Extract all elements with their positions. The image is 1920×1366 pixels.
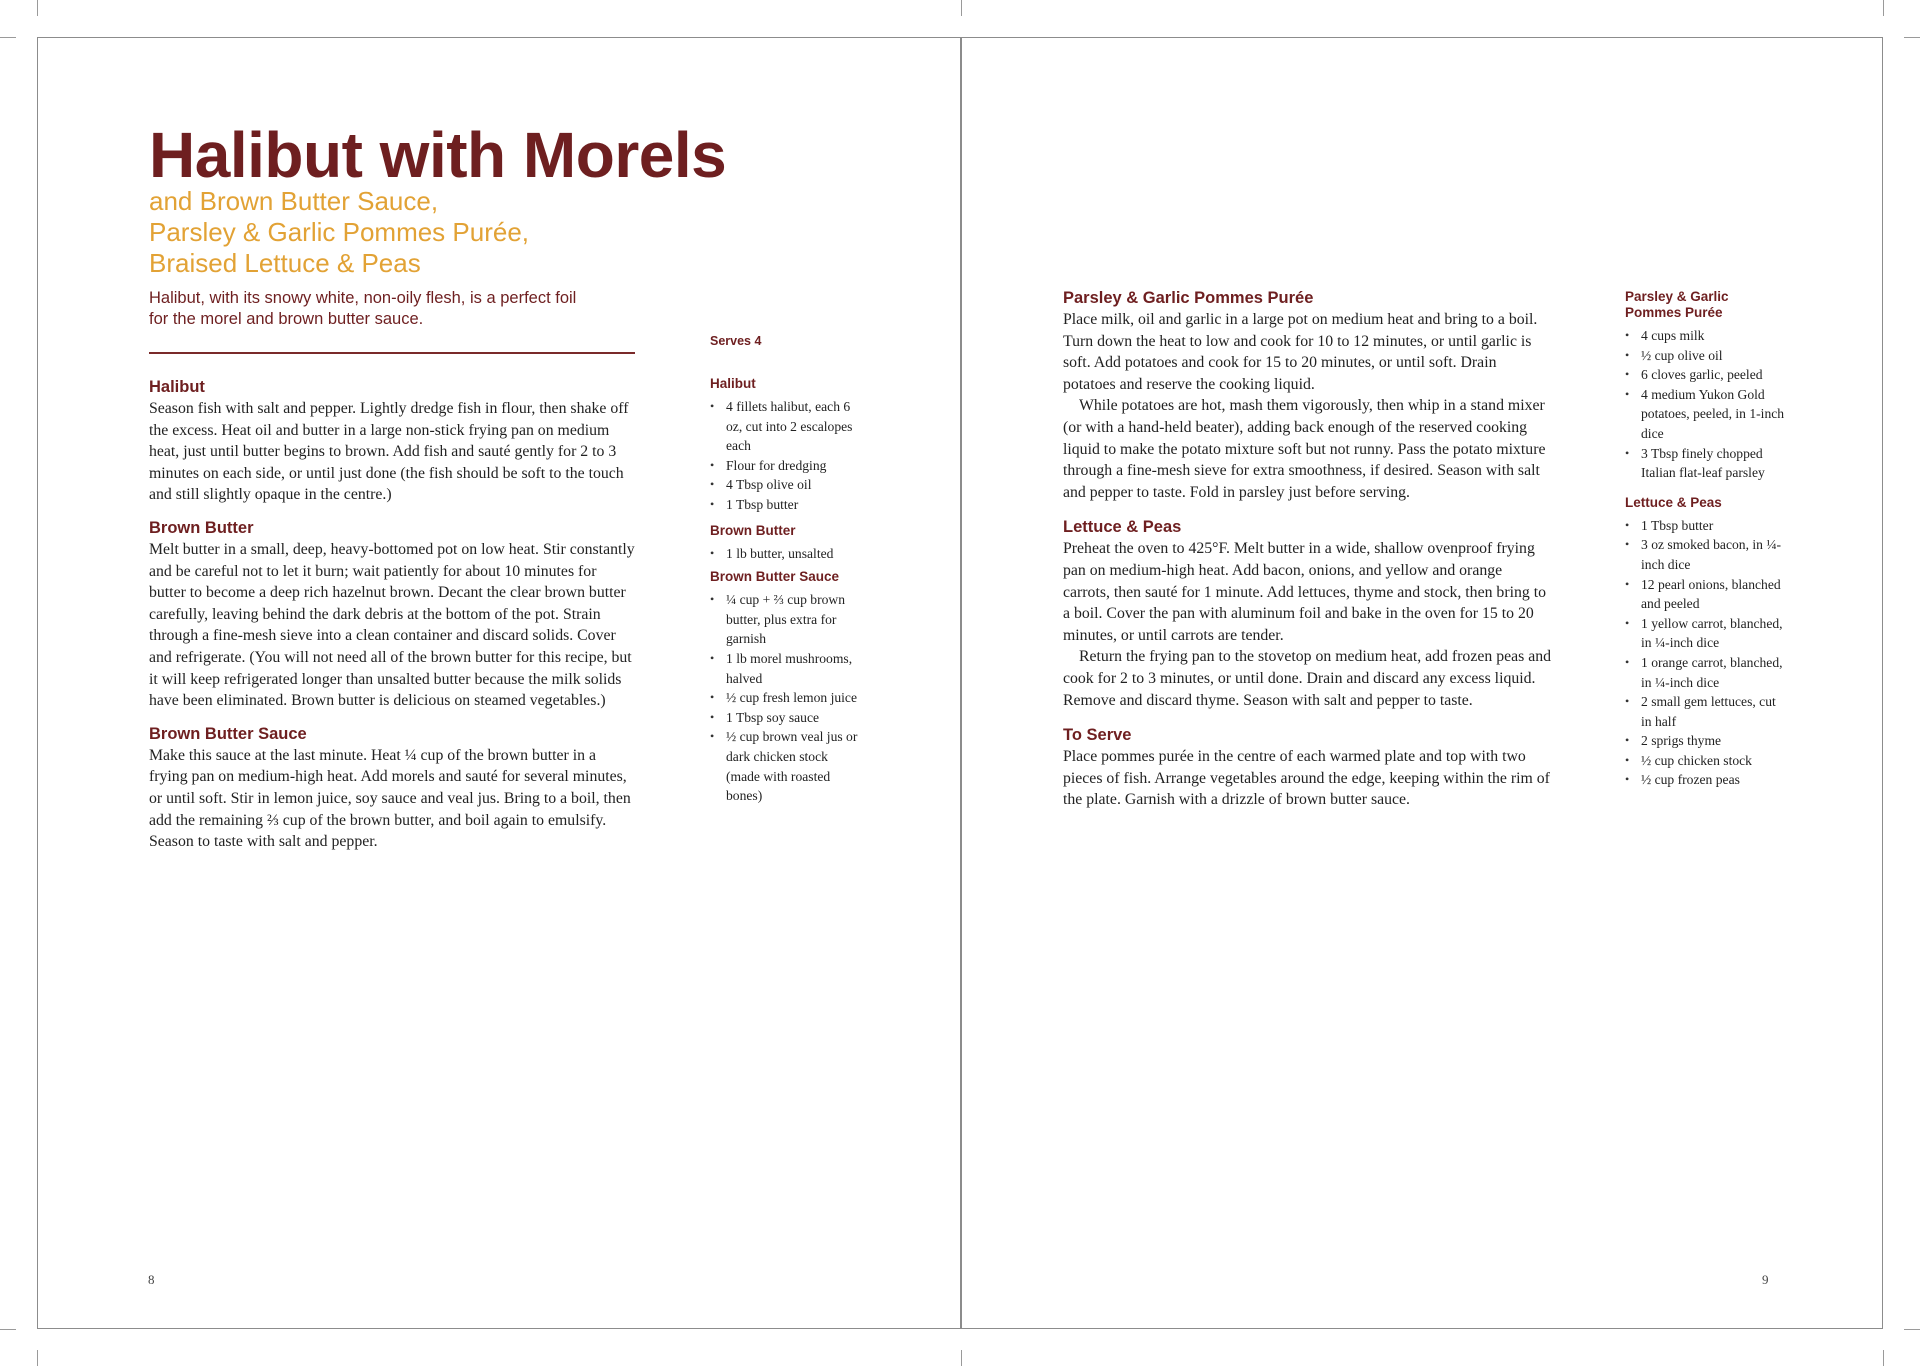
crop-mark [961, 1350, 962, 1366]
section-heading: Brown Butter [149, 518, 254, 537]
title-divider [149, 352, 635, 354]
section-heading: Brown Butter Sauce [149, 724, 307, 743]
section-paragraph: While potatoes are hot, mash them vigorously, then whip in a stand mixer (or with a hand-held beater), adding back enough of the reserved cooking liquid to make the potato mixture soft but not runny. Pass the potato mixture through a fine-mesh sieve for extra smoothness, if desired. Season with salt and pepper to taste. Fold in parsley just before serving. [1063, 397, 1546, 501]
section-paragraph: Place pommes purée in the centre of each warmed plate and top with two pieces of fish. Arrange vegetables around the edge, keeping within the rim of the plate. Garnish with a drizzle of brown butter sauce. [1063, 748, 1550, 809]
intro-line: Halibut, with its snowy white, non-oily flesh, is a perfect foil [149, 289, 577, 307]
method-column [1063, 288, 1553, 823]
subtitle-line: Braised Lettuce & Peas [149, 248, 421, 278]
page-number: 9 [1762, 1272, 1769, 1287]
subtitle-line: Parsley & Garlic Pommes Purée, [149, 217, 530, 247]
method-section-halibut [149, 377, 637, 506]
ingredient-item: • 3 oz smoked bacon, in ¼-inch dice [1625, 535, 1785, 574]
ingredient-item: • ½ cup frozen peas [1625, 770, 1785, 790]
ingredient-heading: Halibut [710, 376, 756, 391]
ingredient-item: • 1 Tbsp butter [1625, 516, 1785, 536]
ingredient-item: • 1 Tbsp soy sauce [710, 708, 860, 728]
section-heading: Lettuce & Peas [1063, 518, 1182, 537]
crop-mark [37, 1350, 38, 1366]
ingredient-item: • 1 yellow carrot, blanched, in ¼-inch dice [1625, 614, 1785, 653]
ingredient-item: • ½ cup chicken stock [1625, 751, 1785, 771]
section-heading: Parsley & Garlic Pommes Purée [1063, 289, 1314, 307]
ingredients-column [1625, 289, 1785, 790]
section-text: Melt butter in a small, deep, heavy-bottomed pot on low heat. Stir constantly and be careful not to let it burn; wait patiently for about 10 minutes for butter to become a deep rich hazelnut brown. Decant the clear brown butter carefully, leaving behind the dark debris at the bottom of the pot. Strain through a fine-mesh sieve into a clean container and discard solids. Cover and refrigerate. (You will not need all of the brown butter for this recipe, but it will keep refrigerated longer than unsalted butter because the milk solids have been eliminated. Brown butter is delicious on steamed vegetables.) [149, 540, 635, 710]
ingredient-list [710, 397, 860, 515]
method-section-lettuce-peas [1063, 517, 1553, 711]
ingredient-heading: Lettuce & Peas [1625, 494, 1722, 510]
recipe-subtitle [149, 186, 529, 279]
section-paragraph: Place milk, oil and garlic in a large pot on medium heat and bring to a boil. Turn down the heat to low and cook for 10 to 12 minutes, or until garlic is soft. Add potatoes and cook for 15 to 20 minutes, or until soft. Drain potatoes and reserve the cooking liquid. [1063, 311, 1538, 393]
ingredient-item: • 4 fillets halibut, each 6 oz, cut into 2 escalopes each [710, 397, 860, 456]
ingredient-list [710, 590, 860, 806]
ingredient-list [1625, 516, 1785, 790]
recipe-intro [149, 288, 659, 330]
crop-mark [961, 0, 962, 16]
crop-mark [0, 37, 16, 38]
ingredient-item: • 2 small gem lettuces, cut in half [1625, 692, 1785, 731]
ingredient-item: • 1 lb butter, unsalted [710, 544, 860, 564]
ingredient-heading: Brown Butter [710, 522, 796, 538]
ingredient-heading: Brown Butter Sauce [710, 569, 840, 585]
crop-mark [1904, 37, 1920, 38]
ingredient-item: • ¼ cup + ⅔ cup brown butter, plus extra for garnish [710, 590, 860, 649]
ingredient-item: • 4 Tbsp olive oil [710, 475, 860, 495]
method-section-pommes-puree [1063, 288, 1553, 503]
crop-mark [0, 1329, 16, 1330]
ingredient-item: • ½ cup brown veal jus or dark chicken stock (made with roasted bones) [710, 727, 860, 805]
ingredient-item: • 2 sprigs thyme [1625, 731, 1785, 751]
ingredient-item: • ½ cup olive oil [1625, 346, 1785, 366]
method-section-to-serve [1063, 725, 1553, 811]
ingredient-item: • 4 medium Yukon Gold potatoes, peeled, in 1-inch dice [1625, 385, 1785, 444]
ingredient-item: • 1 lb morel mushrooms, halved [710, 649, 860, 688]
ingredient-item: • 1 Tbsp butter [710, 495, 860, 515]
method-section-brown-butter [149, 518, 637, 712]
ingredient-list [1625, 326, 1785, 483]
intro-line: for the morel and brown butter sauce. [149, 310, 424, 328]
ingredient-item: • 1 orange carrot, blanched, in ¼-inch dice [1625, 653, 1785, 692]
page-number: 8 [148, 1272, 155, 1287]
section-text: Season fish with salt and pepper. Lightly dredge fish in flour, then shake off the excess. Heat oil and butter in a large non-stick frying pan on medium heat, just until butter begins to brown. Add fish and sauté gently for 2 to 3 minutes on each side, or until just done (the fish should be soft to the touch and still slightly opaque in the centre.) [149, 400, 629, 504]
ingredient-list [710, 544, 860, 564]
crop-mark [1883, 1350, 1884, 1366]
ingredient-item: • ½ cup fresh lemon juice [710, 688, 860, 708]
recipe-title: Halibut with Morels [149, 119, 727, 191]
section-text: Make this sauce at the last minute. Heat ¼ cup of the brown butter in a frying pan on medium-high heat. Add morels and sauté for several minutes, or until soft. Stir in lemon juice, soy sauce and veal jus. Bring to a boil, then add the remaining ⅔ cup of the brown butter, and boil again to emulsify. Season to taste with salt and pepper. [149, 746, 631, 851]
ingredient-item: • 6 cloves garlic, peeled [1625, 365, 1785, 385]
section-heading: Halibut [149, 378, 205, 396]
subtitle-line: and Brown Butter Sauce, [149, 186, 439, 216]
method-column [149, 377, 637, 865]
crop-mark [37, 0, 38, 16]
ingredients-column [710, 334, 860, 806]
ingredient-item: • 12 pearl onions, blanched and peeled [1625, 575, 1785, 614]
ingredient-item: • 4 cups milk [1625, 326, 1785, 346]
section-heading: To Serve [1063, 726, 1132, 745]
ingredient-item: • 3 Tbsp finely chopped Italian flat-leaf parsley [1625, 444, 1785, 483]
crop-mark [1904, 1329, 1920, 1330]
crop-mark [1883, 0, 1884, 16]
serves-label: Serves 4 [710, 334, 762, 348]
ingredient-heading: Parsley & Garlic Pommes Purée [1625, 289, 1729, 320]
section-paragraph: Return the frying pan to the stovetop on medium heat, add frozen peas and cook for 2 to 3 minutes, or until done. Drain and discard any excess liquid. Remove and discard thyme. Season with salt and pepper to taste. [1063, 648, 1552, 709]
ingredient-item: • Flour for dredging [710, 456, 860, 476]
method-section-brown-butter-sauce [149, 724, 637, 853]
section-paragraph: Preheat the oven to 425°F. Melt butter in a wide, shallow ovenproof frying pan on medium-high heat. Add bacon, onions, and yellow and orange carrots, then sauté for 1 minute. Add lettuces, thyme and stock, then bring to a boil. Cover the pan with aluminum foil and bake in the oven for 15 to 20 minutes, or until carrots are tender. [1063, 540, 1547, 644]
